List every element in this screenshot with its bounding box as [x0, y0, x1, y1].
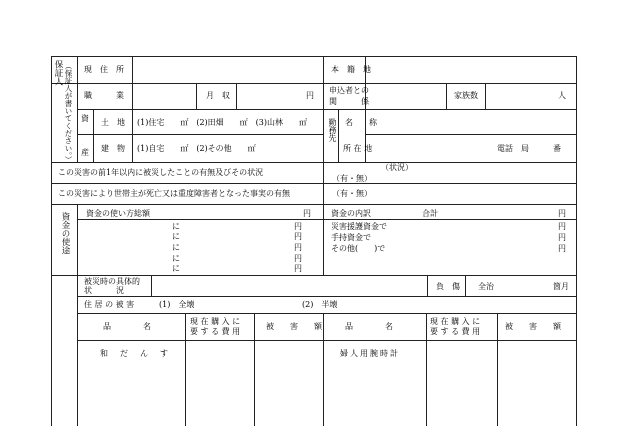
- guarantor-side-label: 保証人: [53, 60, 63, 86]
- source-other-unit: 円: [558, 244, 566, 253]
- rule: [77, 313, 576, 314]
- border-right: [576, 56, 577, 426]
- rule: [77, 296, 576, 297]
- rule: [51, 204, 576, 205]
- rule: [323, 313, 324, 426]
- rule: [497, 313, 498, 426]
- item-left-name: 和 だ ん す: [100, 349, 170, 358]
- cost-header-left-line1: 現 在 購 入 に: [190, 317, 241, 326]
- guarantor-side-note: （保証人が書いてください。）: [64, 62, 73, 164]
- workplace-name-label: 名 称: [345, 118, 377, 127]
- occupation-label: 職 業: [84, 91, 124, 100]
- rule: [323, 162, 324, 204]
- damage-detail-field[interactable]: [152, 276, 426, 295]
- building-label: 建 物: [101, 144, 125, 153]
- rule: [465, 275, 466, 296]
- rule: [185, 313, 186, 426]
- rule: [51, 183, 576, 184]
- planned-total-label: 資金の使い方総額: [86, 209, 150, 218]
- funds-side-label: 資金の使途: [60, 212, 70, 255]
- family-label: 家族数: [454, 91, 478, 100]
- address-field[interactable]: [133, 57, 322, 82]
- house-damage-label: 住 居 の 被 害: [84, 300, 135, 309]
- item-right-name: 婦人用腕時計: [340, 349, 400, 358]
- breakdown-total-unit: 円: [558, 209, 566, 218]
- fund-row-yen: 円: [294, 222, 302, 231]
- house-option-half[interactable]: (2) 半壊: [302, 300, 338, 309]
- planned-total-unit: 円: [303, 209, 311, 218]
- fund-row-yen: 円: [294, 254, 302, 263]
- rule: [426, 313, 427, 426]
- fund-row-yen: 円: [294, 232, 302, 241]
- injury-label: 負 傷: [436, 282, 460, 291]
- source-own-label: 手持資金で: [331, 233, 371, 242]
- domicile-label: 本 籍 地: [331, 65, 371, 74]
- breakdown-total-label: 合計: [422, 209, 438, 218]
- rule: [93, 109, 94, 162]
- rule: [323, 204, 324, 275]
- fund-row-ni: に: [172, 222, 180, 231]
- assets-label-top: 資: [81, 114, 89, 123]
- relation-field[interactable]: [366, 84, 445, 108]
- fund-row-ni: に: [172, 232, 180, 241]
- rule: [446, 83, 447, 109]
- building-area-text: (1)自宅 ㎡ (2)その他 ㎡: [137, 144, 256, 153]
- land-area-text: (1)住宅 ㎡ (2)田畑 ㎡ (3)山林 ㎡: [137, 118, 307, 127]
- fund-row-yen: 円: [294, 264, 302, 273]
- death-question: この災害により世帯主が死亡又は重度障害者となった事実の有無: [58, 189, 290, 198]
- workplace-location-label: 所 在 地: [343, 144, 373, 153]
- workplace-name-field[interactable]: [366, 110, 575, 133]
- source-aid-unit: 円: [558, 222, 566, 231]
- rule: [323, 56, 324, 162]
- prior-disaster-yes-no[interactable]: （有・無）: [332, 174, 372, 183]
- income-label: 月 収: [206, 91, 230, 100]
- rule: [196, 83, 197, 109]
- damage-header-right: 被 害 額: [505, 322, 561, 331]
- prior-disaster-question: この災害の前1年以内に被災したことの有無及びその状況: [58, 168, 264, 177]
- rule: [77, 219, 576, 220]
- rule: [427, 275, 428, 296]
- fund-row-ni: に: [172, 264, 180, 273]
- rule: [51, 162, 576, 163]
- rule: [77, 204, 78, 426]
- address-label: 現 住 所: [84, 65, 124, 74]
- death-yes-no[interactable]: （有・無）: [332, 189, 372, 198]
- land-label: 土 地: [101, 118, 125, 127]
- breakdown-label: 資金の内訳: [331, 209, 371, 218]
- phone-label: 電話 局 番: [497, 144, 561, 153]
- border-left: [51, 56, 52, 426]
- rule: [338, 109, 339, 162]
- item-header-right: 品 名: [345, 322, 393, 331]
- workplace-label: 勤務先: [328, 118, 337, 142]
- damage-detail-label-line2: 状 況: [84, 286, 124, 295]
- recovery-label: 全治: [478, 282, 494, 291]
- damage-detail-label-line1: 被災時の具体的: [84, 277, 140, 286]
- source-aid-label: 災害援護資金で: [331, 222, 387, 231]
- income-unit: 円: [306, 91, 314, 100]
- fund-row-ni: に: [172, 243, 180, 252]
- damage-header-left: 被 害 額: [266, 322, 322, 331]
- rule: [77, 56, 78, 162]
- domicile-field[interactable]: [366, 57, 575, 82]
- source-other-label: その他( )で: [331, 244, 386, 253]
- status-label: （状況）: [381, 163, 413, 172]
- source-own-unit: 円: [558, 233, 566, 242]
- relation-label-line1: 申込者との: [329, 86, 369, 95]
- recovery-months-unit: 箇月: [553, 282, 569, 291]
- fund-row-ni: に: [172, 254, 180, 263]
- family-unit: 人: [558, 91, 566, 100]
- relation-label-line2: 関 係: [329, 97, 369, 106]
- occupation-field[interactable]: [133, 84, 195, 108]
- rule: [77, 134, 323, 135]
- assets-label-bottom: 産: [81, 148, 89, 157]
- item-header-left: 品 名: [103, 322, 151, 331]
- rule: [254, 313, 255, 426]
- house-option-full[interactable]: (1) 全壊: [159, 300, 195, 309]
- workplace-location-field[interactable]: [366, 135, 486, 161]
- rule: [77, 340, 576, 341]
- cost-header-right-line1: 現 在 購 入 に: [430, 317, 481, 326]
- cost-header-left-line2: 要 す る 費 用: [190, 327, 241, 336]
- fund-row-yen: 円: [294, 243, 302, 252]
- cost-header-right-line2: 要 す る 費 用: [430, 327, 481, 336]
